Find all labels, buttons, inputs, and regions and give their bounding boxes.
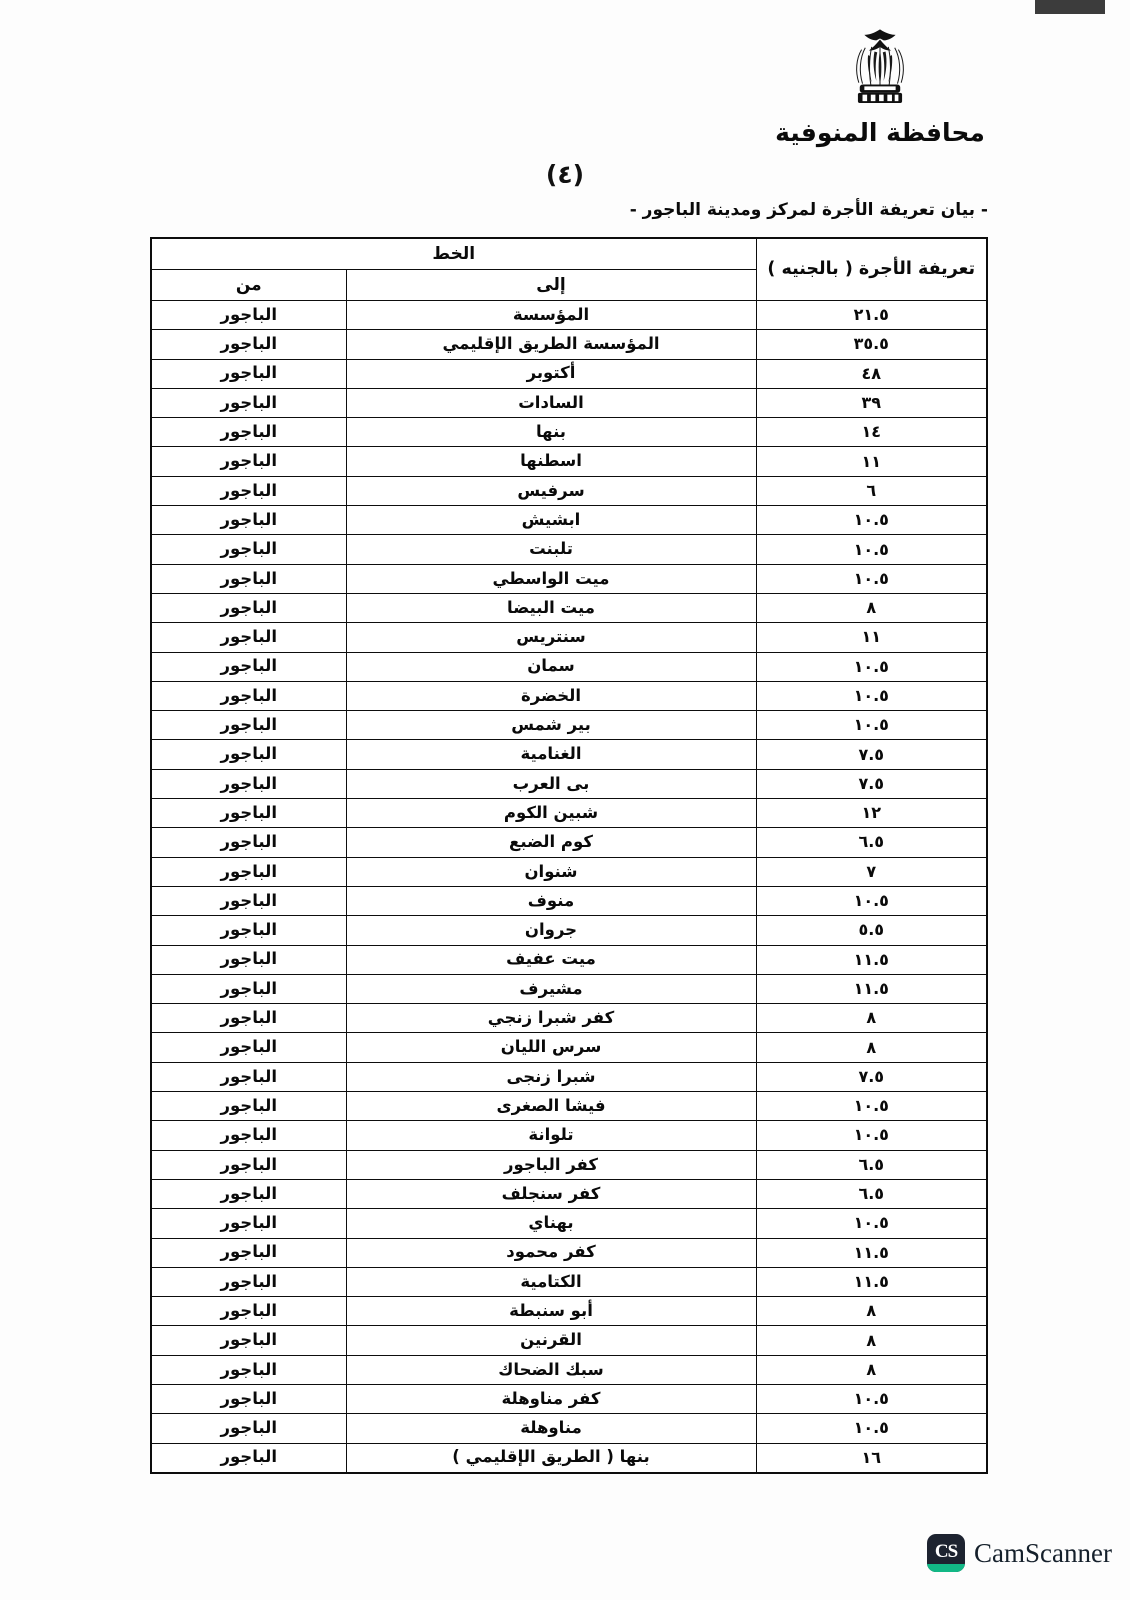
cell-to: سنتريس [346,623,756,652]
cell-fare: ١١.٥ [756,945,987,974]
document-title: - بيان تعريفة الأجرة لمركز ومدينة الباجور - [629,200,988,220]
cell-fare: ٨ [756,1297,987,1326]
table-row [151,1384,987,1413]
cell-from: الباجور [151,506,346,535]
table-row [151,418,987,447]
cell-from: الباجور [151,769,346,798]
cell-from: الباجور [151,1267,346,1296]
cell-fare: ١٠.٥ [756,886,987,915]
cell-from: الباجور [151,388,346,417]
cell-to: أبو سنبطة [346,1297,756,1326]
table-row [151,799,987,828]
cell-fare: ١٠.٥ [756,535,987,564]
table-row [151,1179,987,1208]
cell-from: الباجور [151,1121,346,1150]
cell-fare: ١٠.٥ [756,652,987,681]
cell-to: بنها [346,418,756,447]
table-row [151,1414,987,1443]
cell-fare: ١٠.٥ [756,711,987,740]
table-row [151,1209,987,1238]
table-row [151,1238,987,1267]
cell-fare: ١٠.٥ [756,1384,987,1413]
cell-fare: ٨ [756,1355,987,1384]
table-row [151,535,987,564]
cell-from: الباجور [151,1326,346,1355]
cell-fare: ١٠.٥ [756,1209,987,1238]
cell-from: الباجور [151,418,346,447]
cell-from: الباجور [151,301,346,330]
table-row [151,1121,987,1150]
table-row [151,1092,987,1121]
table-row [151,886,987,915]
cell-to: الغنامية [346,740,756,769]
cell-fare: ١٦ [756,1443,987,1473]
cell-from: الباجور [151,799,346,828]
cell-to: بنها ( الطريق الإقليمي ) [346,1443,756,1473]
cell-to: ميت عفيف [346,945,756,974]
table-row [151,593,987,622]
cell-to: شبرا زنجى [346,1062,756,1091]
camscanner-badge-text: CS [934,1541,958,1562]
cell-from: الباجور [151,681,346,710]
cell-from: الباجور [151,1297,346,1326]
cell-from: الباجور [151,1209,346,1238]
cell-from: الباجور [151,1355,346,1384]
cell-fare: ١٤ [756,418,987,447]
cell-fare: ١٢ [756,799,987,828]
cell-from: الباجور [151,1062,346,1091]
cell-fare: ١٠.٥ [756,564,987,593]
table-head [151,238,987,301]
cell-to: شنوان [346,857,756,886]
cell-from: الباجور [151,564,346,593]
cell-to: اسطنها [346,447,756,476]
cell-fare: ١١.٥ [756,1238,987,1267]
cell-to: تلبنت [346,535,756,564]
cell-fare: ١٠.٥ [756,681,987,710]
cell-from: الباجور [151,1384,346,1413]
table-row [151,1355,987,1384]
table-row [151,506,987,535]
cell-fare: ٧.٥ [756,740,987,769]
cell-to: تلوانة [346,1121,756,1150]
table-row [151,681,987,710]
cell-fare: ٨ [756,1326,987,1355]
table-row [151,359,987,388]
cell-fare: ١١.٥ [756,974,987,1003]
cell-fare: ٧ [756,857,987,886]
cell-fare: ١١ [756,447,987,476]
table-row [151,1297,987,1326]
cell-fare: ١١ [756,623,987,652]
document-header [750,22,1010,147]
cell-to: جروان [346,916,756,945]
camscanner-badge-icon [927,1534,965,1572]
cell-from: الباجور [151,593,346,622]
table-row [151,1062,987,1091]
cell-from: الباجور [151,535,346,564]
camscanner-badge-accent [927,1564,965,1572]
table-row [151,301,987,330]
cell-from: الباجور [151,1150,346,1179]
cell-to: بير شمس [346,711,756,740]
cell-fare: ١١.٥ [756,1267,987,1296]
table-row [151,711,987,740]
cell-to: المؤسسة [346,301,756,330]
cell-from: الباجور [151,886,346,915]
cell-to: بهناي [346,1209,756,1238]
header-fare: تعريفة الأجرة ( بالجنيه ) [756,238,987,301]
table-row [151,769,987,798]
camscanner-watermark [0,1534,1112,1572]
table-row [151,740,987,769]
cell-to: بى العرب [346,769,756,798]
cell-from: الباجور [151,1033,346,1062]
cell-fare: ٣٩ [756,388,987,417]
table-row [151,1267,987,1296]
table-row [151,1033,987,1062]
table-row [151,623,987,652]
table-row [151,916,987,945]
page-number: (٤) [545,160,585,189]
cell-fare: ١٠.٥ [756,1121,987,1150]
cell-to: كفر شبرا زنجي [346,1004,756,1033]
cell-to: سرفيس [346,476,756,505]
cell-to: الخضرة [346,681,756,710]
cell-to: مناوهلة [346,1414,756,1443]
cell-to: سمان [346,652,756,681]
cell-to: كفر مناوهلة [346,1384,756,1413]
camscanner-label: CamScanner [974,1537,1112,1568]
cell-from: الباجور [151,1238,346,1267]
cell-from: الباجور [151,711,346,740]
cell-from: الباجور [151,857,346,886]
cell-fare: ٦.٥ [756,1150,987,1179]
header-from: من [151,270,346,301]
cell-fare: ٣٥.٥ [756,330,987,359]
cell-to: القرنين [346,1326,756,1355]
cell-from: الباجور [151,1092,346,1121]
cell-fare: ٢١.٥ [756,301,987,330]
cell-to: منوف [346,886,756,915]
table-row [151,945,987,974]
cell-from: الباجور [151,1179,346,1208]
cell-from: الباجور [151,974,346,1003]
cell-fare: ٨ [756,1033,987,1062]
cell-from: الباجور [151,330,346,359]
fare-table [150,237,988,1474]
cell-to: كفر سنجلف [346,1179,756,1208]
table-header-row-1 [151,238,987,270]
cell-fare: ١٠.٥ [756,1092,987,1121]
governorate-name: محافظة المنوفية [775,118,985,147]
table-row [151,476,987,505]
cell-fare: ٤٨ [756,359,987,388]
table-row [151,447,987,476]
cell-from: الباجور [151,447,346,476]
cell-from: الباجور [151,1443,346,1473]
cell-to: ميت الواسطي [346,564,756,593]
cell-to: ابشيش [346,506,756,535]
cell-to: ميت البيضا [346,593,756,622]
cell-fare: ٨ [756,593,987,622]
cell-to: المؤسسة الطريق الإقليمي [346,330,756,359]
table-row [151,1326,987,1355]
table-row [151,1443,987,1473]
cell-to: كفر محمود [346,1238,756,1267]
table-row [151,1004,987,1033]
cell-from: الباجور [151,623,346,652]
cell-fare: ٧.٥ [756,1062,987,1091]
cell-fare: ٨ [756,1004,987,1033]
cell-fare: ١٠.٥ [756,506,987,535]
cell-to: السادات [346,388,756,417]
table-row [151,564,987,593]
cell-from: الباجور [151,1414,346,1443]
cell-from: الباجور [151,945,346,974]
cell-fare: ٦.٥ [756,1179,987,1208]
cell-from: الباجور [151,359,346,388]
header-line: الخط [151,238,756,270]
table-row [151,1150,987,1179]
table-row [151,388,987,417]
cell-fare: ١٠.٥ [756,1414,987,1443]
table-row [151,330,987,359]
cell-from: الباجور [151,476,346,505]
scan-artifact [1035,0,1105,14]
cell-fare: ٦.٥ [756,828,987,857]
cell-to: أكتوبر [346,359,756,388]
cell-to: الكتامية [346,1267,756,1296]
table-body [151,301,987,1473]
cell-to: كفر الباجور [346,1150,756,1179]
cell-from: الباجور [151,828,346,857]
cell-from: الباجور [151,740,346,769]
cell-fare: ٦ [756,476,987,505]
cell-fare: ٥.٥ [756,916,987,945]
cell-to: مشيرف [346,974,756,1003]
eagle-emblem-icon [834,22,926,114]
cell-from: الباجور [151,652,346,681]
header-to: إلى [346,270,756,301]
table-row [151,652,987,681]
cell-fare: ٧.٥ [756,769,987,798]
cell-to: فيشا الصغرى [346,1092,756,1121]
cell-from: الباجور [151,916,346,945]
table-row [151,974,987,1003]
table-row [151,828,987,857]
fare-table-container [152,237,988,1474]
cell-to: شبين الكوم [346,799,756,828]
cell-to: كوم الضبع [346,828,756,857]
cell-to: سرس الليان [346,1033,756,1062]
cell-to: سبك الضحاك [346,1355,756,1384]
table-row [151,857,987,886]
cell-from: الباجور [151,1004,346,1033]
